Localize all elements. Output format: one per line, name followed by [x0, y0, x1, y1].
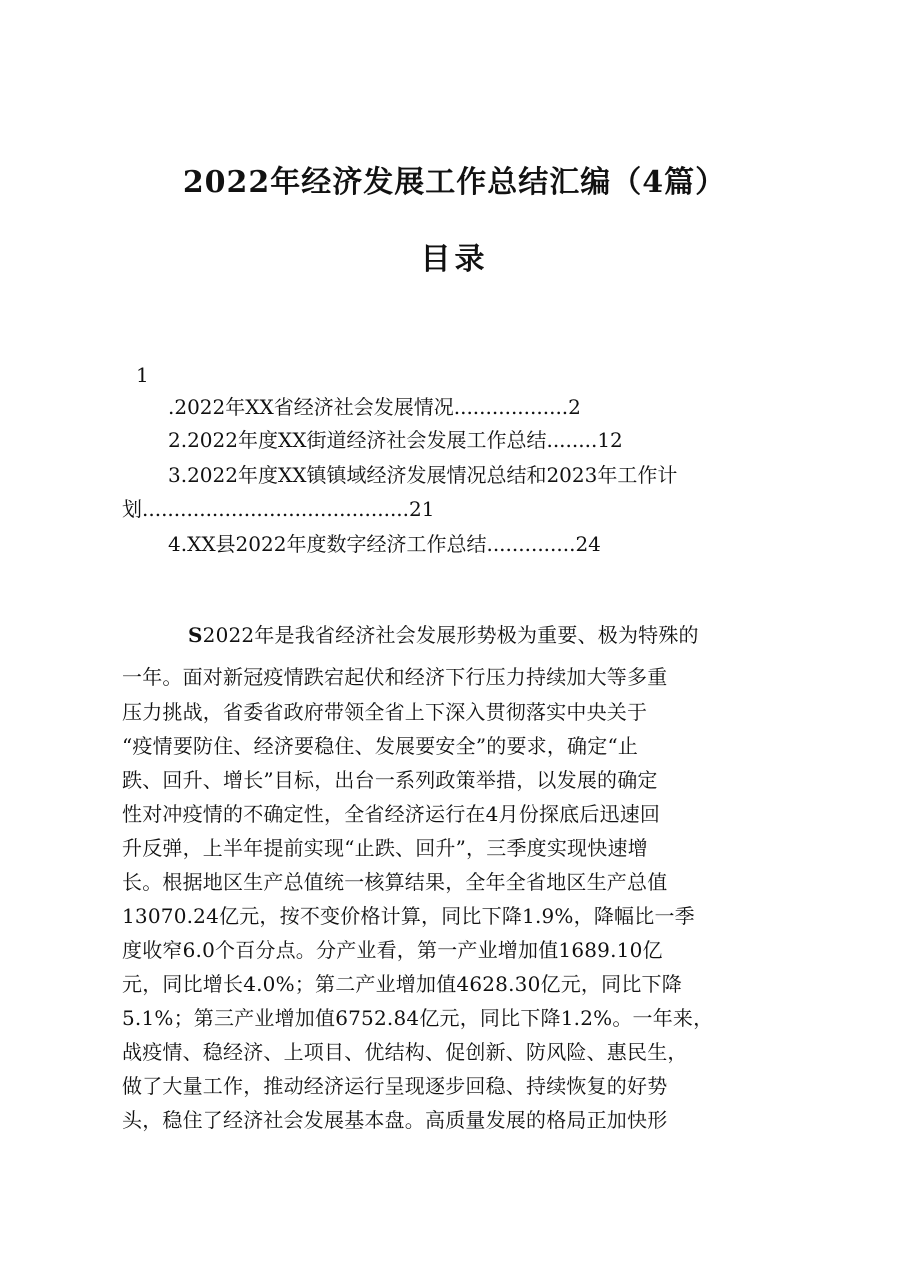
drop-cap-char: S [188, 623, 203, 647]
body-line-1 [188, 620, 699, 650]
body-line-7: 升反弹，上半年提前实现“止跌、回升”，三季度实现快速增 [122, 836, 648, 860]
body-line-10: 度收窄6.0个百分点。分产业看，第一产业增加值1689.10亿 [122, 938, 663, 962]
body-line-5: 跌、回升、增长”目标，出台一系列政策举措，以发展的确定 [122, 768, 658, 792]
toc-number: 1 [136, 363, 149, 387]
body-line-1-text: 2022年是我省经济社会发展形势极为重要、极为特殊的 [202, 623, 699, 647]
toc-entry-3-cont[interactable]: 划..........................................21 [122, 497, 435, 521]
body-line-2: 一年。面对新冠疫情跌宕起伏和经济下行压力持续加大等多重 [122, 665, 668, 689]
body-line-8: 长。根据地区生产总值统一核算结果，全年全省地区生产总值 [122, 870, 668, 894]
body-line-13: 战疫情、稳经济、上项目、优结构、促创新、防风险、惠民生， [122, 1040, 688, 1064]
body-line-3: 压力挑战，省委省政府带领全省上下深入贯彻落实中央关于 [122, 700, 648, 724]
body-line-9: 13070.24亿元，按不变价格计算，同比下降1.9%，降幅比一季 [122, 904, 695, 928]
toc-heading: 目录 [420, 242, 489, 277]
toc-entry-2[interactable]: 2.2022年度XX街道经济社会发展工作总结........12 [168, 428, 623, 452]
toc-entry-1[interactable]: .2022年XX省经济社会发展情况..................2 [168, 395, 581, 419]
body-line-15: 头，稳住了经济社会发展基本盘。高质量发展的格局正加快形 [122, 1108, 668, 1132]
body-line-4: “疫情要防住、经济要稳住、发展要安全”的要求，确定“止 [122, 734, 639, 758]
toc-entry-4[interactable]: 4.XX县2022年度数字经济工作总结..............24 [168, 532, 601, 556]
document-title: 2022年经济发展工作总结汇编（4篇） [182, 165, 727, 200]
toc-entry-3[interactable]: 3.2022年度XX镇镇域经济发展情况总结和2023年工作计 [168, 463, 678, 487]
body-line-14: 做了大量工作，推动经济运行呈现逐步回稳、持续恢复的好势 [122, 1074, 668, 1098]
body-line-12: 5.1%；第三产业增加值6752.84亿元，同比下降1.2%。一年来， [122, 1006, 714, 1030]
body-line-6: 性对冲疫情的不确定性，全省经济运行在4月份探底后迅速回 [122, 802, 661, 826]
body-line-11: 元，同比增长4.0%；第二产业增加值4628.30亿元，同比下降 [122, 972, 682, 996]
